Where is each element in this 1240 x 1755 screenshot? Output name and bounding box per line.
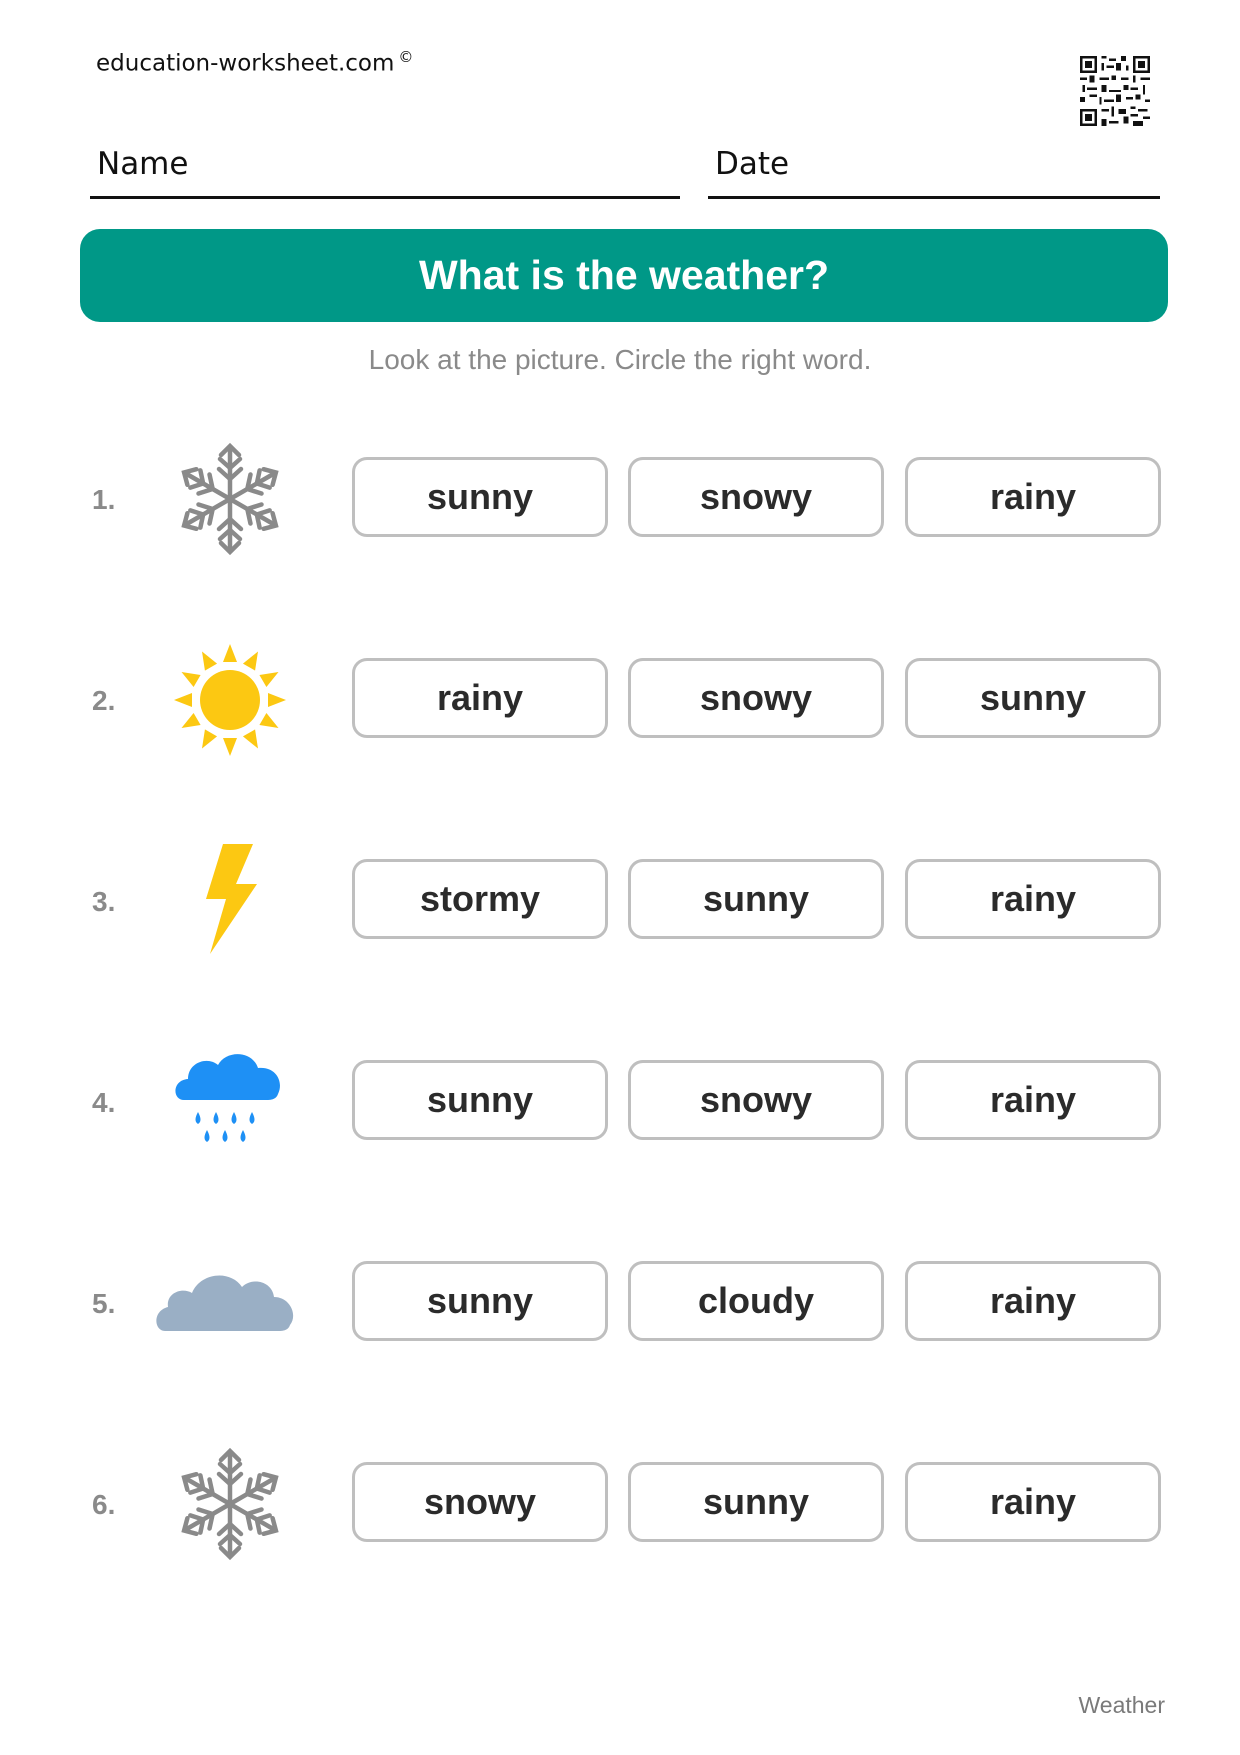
name-label: Name (97, 146, 189, 182)
sun-icon (150, 640, 310, 760)
question-row (0, 856, 1240, 946)
answer-option[interactable]: sunny (352, 1261, 608, 1341)
question-number: 2. (92, 685, 116, 716)
question-row (0, 1057, 1240, 1147)
answer-option[interactable]: sunny (905, 658, 1161, 738)
instruction-text: Look at the picture. Circle the right word. (368, 344, 872, 375)
question-number: 6. (92, 1489, 116, 1520)
qr-code-icon (1080, 56, 1150, 126)
answer-option[interactable]: stormy (352, 859, 608, 939)
answer-option[interactable]: sunny (628, 859, 884, 939)
date-label: Date (715, 146, 790, 182)
site-url: education-worksheet.com (96, 50, 395, 77)
question-number: 5. (92, 1288, 116, 1319)
question-row (0, 1459, 1240, 1549)
answer-option[interactable]: snowy (352, 1462, 608, 1542)
answer-option[interactable]: rainy (905, 1261, 1161, 1341)
question-row (0, 454, 1240, 544)
answer-option[interactable]: rainy (905, 1462, 1161, 1542)
date-field[interactable] (708, 140, 1160, 199)
answer-option[interactable]: snowy (628, 457, 884, 537)
answer-option[interactable]: rainy (905, 457, 1161, 537)
worksheet-title: What is the weather? (80, 229, 1168, 322)
question-number: 3. (92, 886, 116, 917)
copyright-symbol: © (398, 48, 414, 66)
question-row (0, 1258, 1240, 1348)
answer-option[interactable]: sunny (352, 1060, 608, 1140)
site-name (96, 48, 413, 77)
snowflake-icon (150, 439, 310, 559)
answer-option[interactable]: sunny (352, 457, 608, 537)
question-number: 4. (92, 1087, 116, 1118)
answer-option[interactable]: rainy (905, 859, 1161, 939)
question-number: 1. (92, 484, 116, 515)
rain-cloud-icon (150, 1042, 310, 1162)
answer-option[interactable]: rainy (352, 658, 608, 738)
answer-option[interactable]: snowy (628, 658, 884, 738)
footer-topic: Weather (1078, 1692, 1165, 1718)
name-field[interactable] (90, 140, 680, 199)
answer-option[interactable]: sunny (628, 1462, 884, 1542)
answer-option[interactable]: cloudy (628, 1261, 884, 1341)
answer-option[interactable]: snowy (628, 1060, 884, 1140)
answer-option[interactable]: rainy (905, 1060, 1161, 1140)
question-row (0, 655, 1240, 745)
snowflake-icon (150, 1444, 310, 1564)
lightning-icon (150, 841, 310, 961)
cloud-icon (150, 1243, 310, 1363)
